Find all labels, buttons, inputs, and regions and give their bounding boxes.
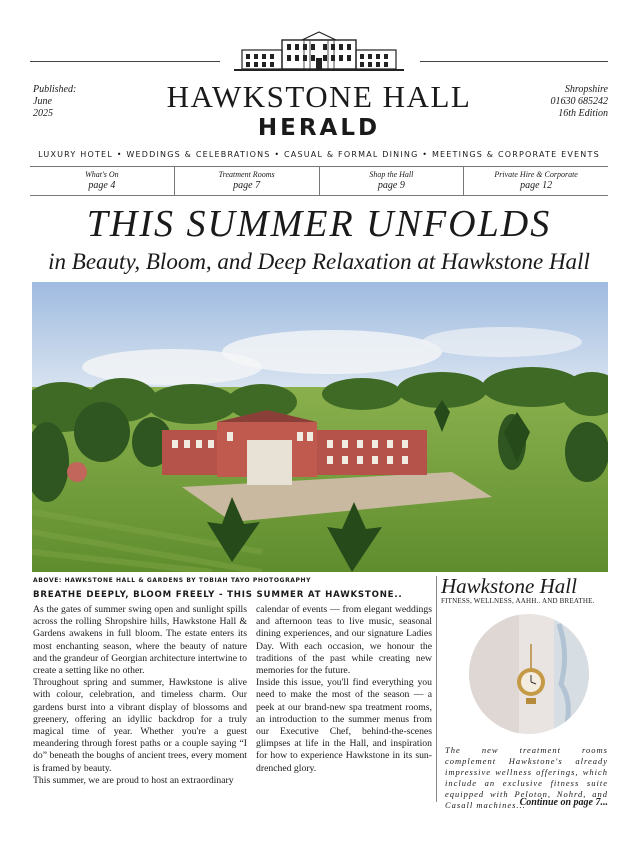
- paragraph: As the gates of summer swing open and sunlight spills across the rolling Shropshire hills, Hawkstone Hall & Gardens awakens in full bloom. The estate enters its most enchanting season, where the beauty of nature and the grandeur of Georgian architecture intertwine to create a setting like no other.: [33, 604, 247, 677]
- hall-aerial-photo: [32, 282, 608, 572]
- sidebar-title: Hawkstone Hall: [441, 574, 577, 598]
- hall-illustration-icon: [232, 30, 406, 72]
- sidebar-subtitle: FITNESS, WELLNESS, AAHH.. AND BREATHE.: [441, 597, 595, 605]
- paragraph: This summer, we are proud to host an extraordinary: [33, 774, 234, 786]
- tagline: LUXURY HOTEL • WEDDINGS & CELEBRATIONS • CASUAL & FORMAL DINING • MEETINGS & CORPORATE EVENTS: [38, 150, 600, 159]
- masthead-rule-left: [30, 61, 220, 62]
- masthead-subtitle: HERALD: [257, 115, 381, 141]
- subheadline: in Beauty, Bloom, and Deep Relaxation at Hawkstone Hall: [48, 249, 590, 274]
- article-column-2: [256, 604, 432, 775]
- nav-item-treatment-rooms[interactable]: Treatment Rooms page 7: [174, 167, 319, 195]
- nav-item-private-hire[interactable]: Private Hire & Corporate page 12: [463, 167, 608, 195]
- article-kicker: BREATHE DEEPLY, BLOOM FREELY - THIS SUMMER AT HAWKSTONE..: [33, 590, 403, 600]
- nav-item-whats-on[interactable]: What's On page 4: [85, 170, 119, 191]
- treatment-room-photo: [469, 614, 589, 734]
- section-nav: [30, 166, 608, 196]
- column-divider: [436, 576, 437, 802]
- headline: THIS SUMMER UNFOLDS: [86, 203, 552, 245]
- paragraph: Inside this issue, you'll find everything you need to make the most of the season — a peek at our brand-new spa treatment rooms, an introduction to the summer menus from our Executive Chef, behind-the-scenes glimpses at life in the Hall, and inspiration for how to experience Hawkstone in its sun-drenched glory.: [256, 677, 432, 774]
- sidebar-text: The new treatment rooms complement Hawkstone's already impressive wellness offerings, which include an exclusive fitness suite equipped with Peloton, Nohrd, and Casall machines...: [445, 745, 608, 810]
- paragraph: Throughout spring and summer, Hawkstone is alive with colour, celebration, and timeless charm. Our gardens burst into a vibrant display of blossoms and greenery, offering an idyllic backdrop for a truly magical time of year. Whether you're a guest meandering through forest paths or a couple saying “I do” beneath the boughs of ancient trees, every moment is framed by beauty.: [33, 677, 247, 774]
- photo-caption: ABOVE: HAWKSTONE HALL & GARDENS BY TOBIAH TAYO PHOTOGRAPHY: [33, 577, 312, 584]
- masthead-rule-right: [420, 61, 608, 62]
- published-date: Published: June 2025: [33, 84, 77, 119]
- nav-item-shop[interactable]: Shop the Hall page 9: [319, 167, 464, 195]
- edition-info: Shropshire 01630 685242 16th Edition: [550, 84, 608, 119]
- article-column-1: [33, 604, 247, 787]
- paragraph: calendar of events — from elegant weddings and afternoon teas to live music, seasonal dining experiences, and our signature Ladies Day. With each occasion, we honour the traditions of the past while creating new memories for the future.: [256, 604, 432, 677]
- masthead-title: HAWKSTONE HALL: [166, 79, 472, 114]
- continue-link[interactable]: Continue on page 7...: [519, 797, 608, 808]
